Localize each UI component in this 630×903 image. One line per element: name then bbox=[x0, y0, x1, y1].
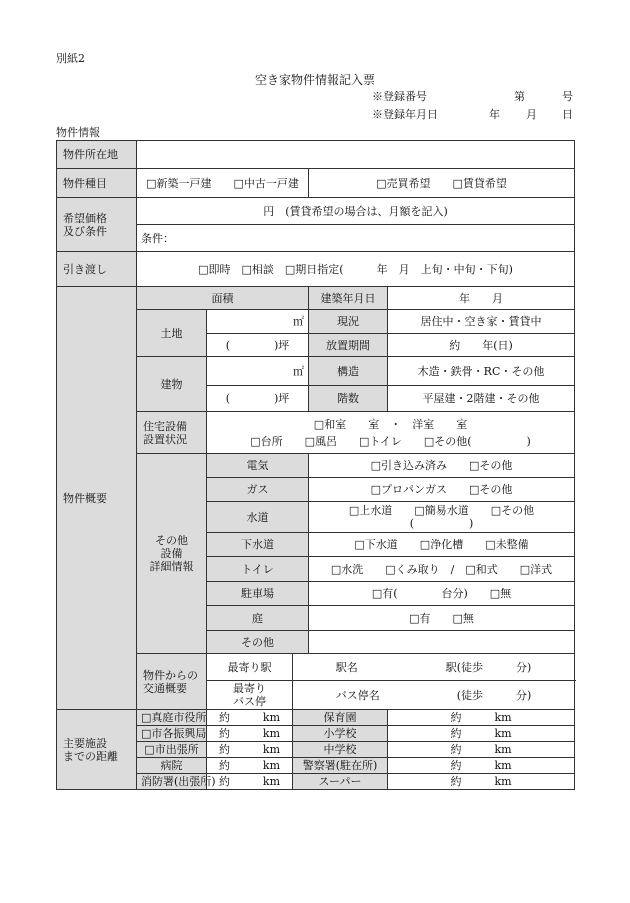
other-equipment-label: その他 設備 詳細情報 bbox=[137, 454, 207, 654]
housing-rooms-line: □和室 室 ・ 洋室 室 bbox=[313, 417, 468, 431]
facility-distance-right[interactable]: 約 km bbox=[388, 758, 575, 774]
facility-distance-left[interactable]: 約 km bbox=[207, 742, 293, 758]
housing-equipment-label: 住宅設備 設置状況 bbox=[137, 412, 207, 454]
facility-distance-right[interactable]: 約 km bbox=[388, 742, 575, 758]
facility-name-left: 消防署(出張所) bbox=[137, 774, 207, 790]
garden-options[interactable]: □有 □無 bbox=[309, 606, 575, 631]
others-label: その他 bbox=[207, 631, 309, 654]
facility-name-right: 小学校 bbox=[293, 726, 388, 742]
location-field[interactable] bbox=[137, 141, 575, 169]
land-tsubo-field[interactable]: ( )坪 bbox=[207, 334, 309, 357]
parking-options[interactable]: □有( 台分) □無 bbox=[309, 582, 575, 606]
parking-label: 駐車場 bbox=[207, 582, 309, 606]
facility-name-left: 病院 bbox=[137, 758, 207, 774]
water-other-line: ( ) bbox=[409, 517, 474, 530]
attachment-number: 別紙2 bbox=[56, 52, 85, 65]
property-type-options[interactable]: □新築一戸建 □中古一戸建 bbox=[137, 169, 309, 198]
facility-distance-label: 主要施設 までの距離 bbox=[57, 710, 137, 790]
location-label: 物件所在地 bbox=[57, 141, 137, 169]
facility-distance-left[interactable]: 約 km bbox=[207, 774, 293, 790]
facility-name-right: 中学校 bbox=[293, 742, 388, 758]
reg-date-day: 日 bbox=[562, 108, 573, 121]
reg-date-year: 年 bbox=[489, 108, 500, 121]
structure-options[interactable]: 木造・鉄骨・RC・その他 bbox=[388, 357, 575, 386]
build-date-label: 建築年月日 bbox=[309, 287, 388, 310]
housing-facilities-line: □台所 □風呂 □トイレ □その他( ) bbox=[250, 434, 531, 448]
facility-name-left: □市出張所 bbox=[137, 742, 207, 758]
facility-distance-left[interactable]: 約 km bbox=[207, 758, 293, 774]
reg-no-dai: 第 bbox=[514, 90, 525, 103]
building-tsubo-field[interactable]: ( )坪 bbox=[207, 386, 309, 412]
reg-date-label: ※登録年月日 bbox=[372, 108, 438, 121]
section-title: 物件情報 bbox=[56, 126, 100, 139]
facility-distance-right[interactable]: 約 km bbox=[388, 726, 575, 742]
conditions-field[interactable]: 条件： bbox=[137, 225, 575, 252]
vacancy-field[interactable]: 約 年(日) bbox=[388, 334, 575, 357]
facility-distance-right[interactable]: 約 km bbox=[388, 774, 575, 790]
reg-date-month: 月 bbox=[526, 108, 537, 121]
facility-name-left: □市各振興局 bbox=[137, 726, 207, 742]
handover-label: 引き渡し bbox=[57, 252, 137, 287]
land-sqm-field[interactable]: ㎡ bbox=[207, 310, 309, 334]
toilet-options[interactable]: □水洗 □くみ取り / □和式 □洋式 bbox=[309, 557, 575, 582]
facility-name-right: 警察署(駐在所) bbox=[293, 758, 388, 774]
floors-label: 階数 bbox=[309, 386, 388, 412]
build-date-field[interactable]: 年 月 bbox=[388, 287, 575, 310]
price-label: 希望価格 及び条件 bbox=[57, 198, 137, 252]
form-title: 空き家物件情報記入票 bbox=[254, 73, 375, 87]
area-header: 面積 bbox=[137, 287, 309, 310]
facility-name-left: □真庭市役所 bbox=[137, 710, 207, 726]
sewer-options[interactable]: □下水道 □浄化槽 □未整備 bbox=[309, 533, 575, 557]
facility-distance-right[interactable]: 約 km bbox=[388, 710, 575, 726]
station-field[interactable]: 駅名 駅(徒歩 分) bbox=[293, 654, 575, 681]
water-options-line: □上水道 □簡易水道 □その他 bbox=[348, 504, 535, 517]
status-options[interactable]: 居住中・空き家・賃貸中 bbox=[388, 310, 575, 334]
garden-label: 庭 bbox=[207, 606, 309, 631]
structure-label: 構造 bbox=[309, 357, 388, 386]
floors-options[interactable]: 平屋建・2階建・その他 bbox=[388, 386, 575, 412]
vacancy-label: 放置期間 bbox=[309, 334, 388, 357]
others-field[interactable] bbox=[309, 631, 575, 654]
gas-options[interactable]: □プロパンガス □その他 bbox=[309, 478, 575, 502]
facility-name-right: スーパー bbox=[293, 774, 388, 790]
price-field[interactable]: 円 (賃貸希望の場合は、月額を記入) bbox=[137, 198, 575, 225]
facility-distance-left[interactable]: 約 km bbox=[207, 726, 293, 742]
sewer-label: 下水道 bbox=[207, 533, 309, 557]
water-options[interactable] bbox=[309, 502, 575, 533]
bus-stop-field[interactable]: バス停名 (徒歩 分) bbox=[293, 681, 575, 710]
land-label: 土地 bbox=[137, 310, 207, 357]
transaction-type-options[interactable]: □売買希望 □賃貸希望 bbox=[309, 169, 575, 198]
status-label: 現況 bbox=[309, 310, 388, 334]
water-label: 水道 bbox=[207, 502, 309, 533]
housing-equipment-options[interactable] bbox=[207, 412, 575, 454]
electric-options[interactable]: □引き込み済み □その他 bbox=[309, 454, 575, 478]
bus-stop-label: 最寄り バス停 bbox=[207, 681, 293, 710]
toilet-label: トイレ bbox=[207, 557, 309, 582]
reg-no-go: 号 bbox=[562, 90, 573, 103]
access-label: 物件からの 交通概要 bbox=[137, 654, 207, 710]
gas-label: ガス bbox=[207, 478, 309, 502]
property-type-label: 物件種目 bbox=[57, 169, 137, 198]
electric-label: 電気 bbox=[207, 454, 309, 478]
facility-distance-left[interactable]: 約 km bbox=[207, 710, 293, 726]
station-label: 最寄り駅 bbox=[207, 654, 293, 681]
handover-options[interactable]: □即時 □相談 □期日指定( 年 月 上旬・中旬・下旬) bbox=[137, 252, 575, 287]
building-sqm-field[interactable]: ㎡ bbox=[207, 357, 309, 386]
building-label: 建物 bbox=[137, 357, 207, 412]
property-form-table bbox=[56, 140, 575, 790]
overview-label: 物件概要 bbox=[57, 287, 137, 710]
facility-name-right: 保育園 bbox=[293, 710, 388, 726]
reg-no-label: ※登録番号 bbox=[372, 90, 427, 103]
